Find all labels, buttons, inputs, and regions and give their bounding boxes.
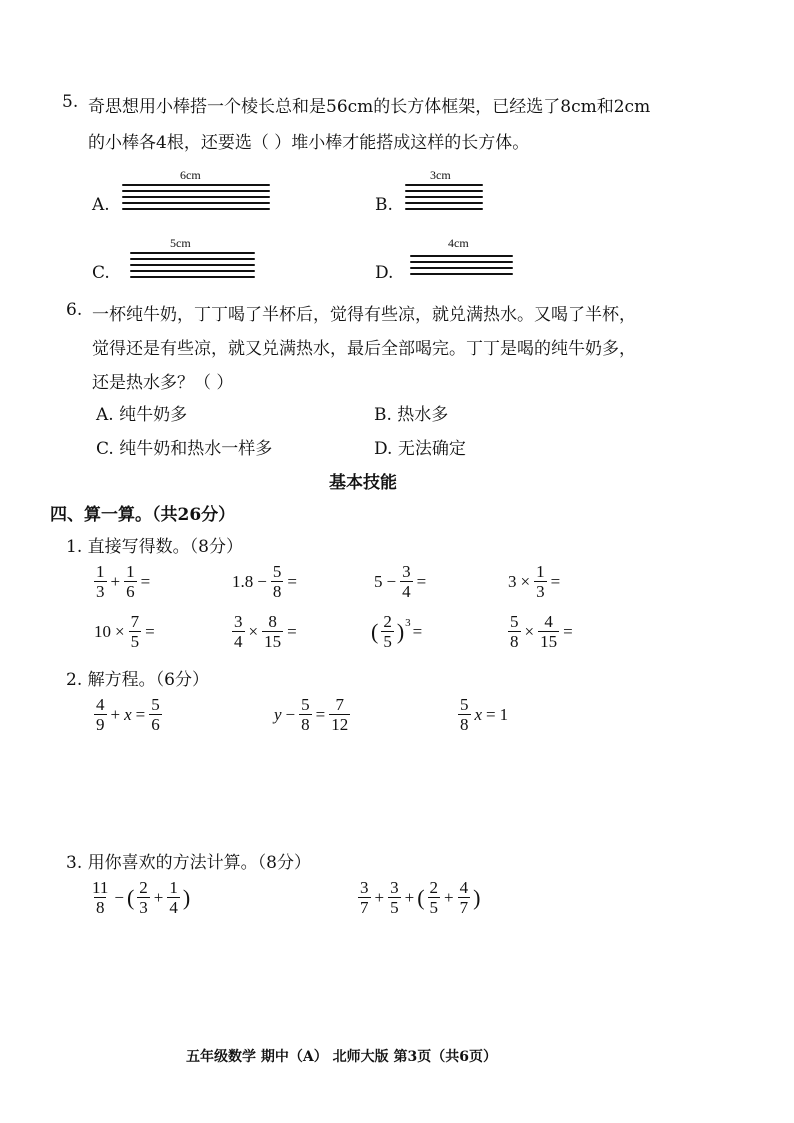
q5-option-b-sticks bbox=[405, 184, 483, 214]
q6-option-d: D. 无法确定 bbox=[374, 439, 466, 459]
calc-2-3: ( $\frac{2}{5}$ ) 3 = bbox=[371, 612, 423, 651]
stick bbox=[122, 190, 270, 192]
q5-text-line2: 的小棒各4根，还要选（ ）堆小棒才能搭成这样的长方体。 bbox=[88, 133, 530, 153]
q5-option-a-length: 6cm bbox=[180, 168, 201, 182]
fraction: $\frac{7}{5}$ bbox=[130, 612, 140, 651]
stick bbox=[410, 267, 513, 269]
q5-option-a-letter: A. bbox=[92, 195, 110, 215]
stick bbox=[122, 208, 270, 210]
q5-option-a-sticks bbox=[122, 184, 270, 214]
calculation-3-2: $\frac{3}{7}$ + $\frac{3}{5}$ + ( $\frac{2}{5}$ + $\frac{4}{7}$ ) bbox=[360, 878, 481, 917]
calc-2-4: $\frac{5}{8}$ × $\frac{4}{15}$ = bbox=[510, 612, 573, 651]
equation-1: $\frac{4}{9}$ + x = $\frac{5}{6}$ bbox=[96, 695, 160, 734]
stick bbox=[130, 258, 255, 260]
fraction: $\frac{3}{4}$ bbox=[402, 562, 411, 601]
fraction: $\frac{5}{6}$ bbox=[151, 695, 160, 734]
q6-text-line1: 一杯纯牛奶，丁丁喝了半杯后，觉得有些凉，就兑满热水。又喝了半杯， bbox=[92, 305, 636, 325]
stick bbox=[405, 184, 483, 186]
q5-option-b-length: 3cm bbox=[430, 168, 451, 182]
q6-option-b: B. 热水多 bbox=[374, 405, 449, 425]
stick bbox=[130, 270, 255, 272]
fraction: $\frac{4}{7}$ bbox=[459, 878, 469, 917]
fraction: $\frac{8}{15}$ bbox=[264, 612, 282, 651]
q6-number: 6. bbox=[66, 300, 83, 320]
stick bbox=[410, 273, 513, 275]
fraction: $\frac{3}{7}$ bbox=[360, 878, 369, 917]
q6-text-line3: 还是热水多？（ ） bbox=[92, 373, 234, 393]
part4-sub3: 3. 用你喜欢的方法计算。（8分） bbox=[66, 853, 311, 873]
fraction: $\frac{1}{4}$ bbox=[169, 878, 178, 917]
page-footer: 五年级数学 期中（A） 北师大版 第3页（共6页） bbox=[186, 1049, 497, 1065]
stick bbox=[122, 196, 270, 198]
section-heading: 基本技能 bbox=[329, 473, 397, 493]
stick bbox=[410, 261, 513, 263]
fraction: $\frac{2}{5}$ bbox=[429, 878, 439, 917]
stick bbox=[130, 252, 255, 254]
q5-number: 5. bbox=[62, 92, 79, 112]
calc-1-2: 1.8 − $\frac{5}{8}$ = bbox=[232, 562, 297, 601]
fraction: $\frac{5}{8}$ bbox=[301, 695, 310, 734]
fraction: $\frac{5}{8}$ bbox=[510, 612, 519, 651]
fraction: $\frac{7}{12}$ bbox=[331, 695, 349, 734]
q5-option-d-sticks bbox=[410, 255, 513, 279]
fraction: $\frac{5}{8}$ bbox=[272, 562, 282, 601]
stick bbox=[130, 276, 255, 278]
fraction: $\frac{2}{3}$ bbox=[139, 878, 148, 917]
fraction: $\frac{1}{3}$ bbox=[96, 562, 105, 601]
stick bbox=[122, 184, 270, 186]
calc-2-1: 10 × $\frac{7}{5}$ = bbox=[94, 612, 155, 651]
part4-sub1: 1. 直接写得数。（8分） bbox=[66, 537, 243, 557]
fraction: $\frac{4}{9}$ bbox=[96, 695, 105, 734]
calc-1-1: $\frac{1}{3}$ + $\frac{1}{6}$ = bbox=[96, 562, 151, 601]
stick bbox=[410, 255, 513, 257]
fraction: $\frac{5}{8}$ bbox=[460, 695, 469, 734]
calculation-3-1: $\frac{11}{8}$ − ( $\frac{2}{3}$ + $\frac{1}{4}$ ) bbox=[92, 878, 191, 917]
equation-3: $\frac{5}{8}$ x = 1 bbox=[460, 695, 509, 734]
q5-text-line1: 奇思想用小棒搭一个棱长总和是56cm的长方体框架，已经选了8cm和2cm bbox=[88, 97, 651, 117]
q6-text-line2: 觉得还是有些凉，就又兑满热水，最后全部喝完。丁丁是喝的纯牛奶多， bbox=[92, 339, 636, 359]
equation-2: y − $\frac{5}{8}$ = $\frac{7}{12}$ bbox=[274, 695, 349, 734]
fraction: $\frac{3}{4}$ bbox=[234, 612, 243, 651]
fraction: $\frac{3}{5}$ bbox=[390, 878, 399, 917]
q5-option-c-letter: C. bbox=[92, 263, 110, 283]
fraction: $\frac{4}{15}$ bbox=[540, 612, 558, 651]
part4-sub2: 2. 解方程。（6分） bbox=[66, 670, 209, 690]
stick bbox=[405, 196, 483, 198]
calc-1-4: 3 × $\frac{1}{3}$ = bbox=[508, 562, 561, 601]
stick bbox=[405, 202, 483, 204]
fraction: $\frac{1}{6}$ bbox=[126, 562, 135, 601]
stick bbox=[405, 190, 483, 192]
q6-option-a: A. 纯牛奶多 bbox=[96, 405, 188, 425]
calc-2-2: $\frac{3}{4}$ × $\frac{8}{15}$ = bbox=[234, 612, 297, 651]
stick bbox=[130, 264, 255, 266]
stick bbox=[122, 202, 270, 204]
fraction: $\frac{2}{5}$ bbox=[383, 612, 392, 651]
q5-option-d-letter: D. bbox=[375, 263, 394, 283]
q5-option-c-sticks bbox=[130, 252, 255, 282]
fraction: $\frac{11}{8}$ bbox=[92, 878, 109, 917]
q6-option-c: C. 纯牛奶和热水一样多 bbox=[96, 439, 273, 459]
q5-option-b-letter: B. bbox=[375, 195, 393, 215]
part4-title: 四、算一算。（共26分） bbox=[50, 505, 236, 525]
q5-option-d-length: 4cm bbox=[448, 236, 469, 250]
stick bbox=[405, 208, 483, 210]
calc-1-3: 5 − $\frac{3}{4}$ = bbox=[374, 562, 427, 601]
q5-option-c-length: 5cm bbox=[170, 236, 191, 250]
fraction: $\frac{1}{3}$ bbox=[536, 562, 545, 601]
